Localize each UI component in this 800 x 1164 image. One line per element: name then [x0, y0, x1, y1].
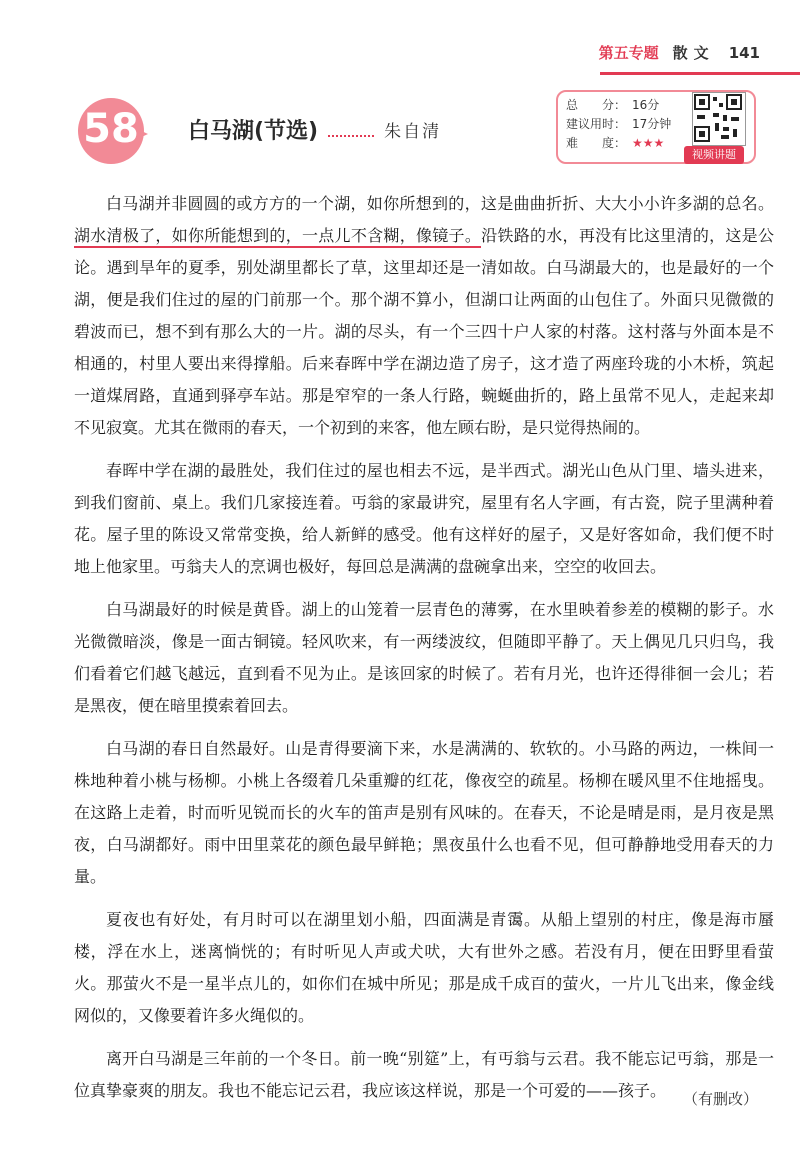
paragraph-1-text: 白马湖并非圆圆的或方方的一个湖，如你所想到的，这是曲曲折折、大大小小许多湖的总名。: [106, 194, 774, 213]
header-rule: [600, 72, 800, 75]
section-label: 散文: [672, 44, 715, 62]
paragraph-4: 白马湖的春日自然最好。山是青得要滴下来，水是满满的、软软的。小马路的两边，一株间一株地种着小桃与杨柳。小桃上各缀着几朵重瓣的红花，像夜空的疏星。杨柳在暖风里不住地摇曳。在这路上走着，时而听见锐而长的火车的笛声是别有风味的。在春天，不论是晴是雨，是月夜是黑夜，白马湖都好。雨中田里菜花的颜色最早鲜艳；黑夜虽什么也看不见，但可静静地受用春天的力量。: [74, 739, 774, 886]
score-label: 总 分：: [566, 98, 627, 112]
score-value: 16分: [632, 98, 660, 112]
title-line: [188, 114, 441, 145]
time-label: 建议用时：: [566, 117, 627, 131]
video-explain-button[interactable]: 视频讲题: [684, 146, 744, 164]
article-number: 58: [83, 106, 139, 152]
article-body: [74, 188, 774, 1118]
time-row: [566, 115, 671, 134]
paragraph-3: 白马湖最好的时候是黄昏。湖上的山笼着一层青色的薄雾，在水里映着参差的模糊的影子。水光微微暗淡，像是一面古铜镜。轻风吹来，有一两缕波纹，但随即平静了。天上偶见几只归鸟，我们看着它们越飞越远，直到看不见为止。是该回家的时候了。若有月光，也许还得徘徊一会儿；若是黑夜，便在暗里摸索着回去。: [74, 600, 774, 715]
difficulty-stars: ★★★: [632, 136, 665, 150]
title-dotted-leader: [328, 123, 374, 137]
time-value: 17分钟: [632, 117, 672, 131]
difficulty-label: 难 度：: [566, 136, 627, 150]
paragraph-1: [74, 188, 774, 444]
article-title: 白马湖(节选): [188, 119, 319, 144]
article-number-badge: [78, 98, 174, 164]
paragraph-2: 春晖中学在湖的最胜处，我们住过的屋也相去不远，是半西式。湖光山色从门里、墙头进来，到我们窗前、桌上。我们几家接连着。丏翁的家最讲究，屋里有名人字画，有古瓷，院子里满种着花。屋子里的陈设又常常变换，给人新鲜的感受。他有这样好的屋子，又是好客如命，我们便不时地上他家里。丏翁夫人的烹调也极好，每回总是满满的盘碗拿出来，空空的收回去。: [74, 461, 774, 576]
page-number: 141: [728, 44, 760, 62]
exercise-info-box: [556, 90, 766, 170]
page-header: [599, 42, 760, 63]
paragraph-1-text-cont: 沿铁路的水，再没有比这里清的，这是公论。遇到旱年的夏季，别处湖里都长了草，这里却还是一清如故。白马湖最大的，也是最好的一个湖，便是我们住过的屋的门前那一个。那个湖不算小，但湖口让两面的山包住了。外面只见微微的碧波而已，想不到有那么大的一片。湖的尽头，有一个三四十户人家的村落。这村落与外面本是不相通的，村里人要出来得撑船。后来春晖中学在湖边造了房子，这才造了两座玲珑的小木桥，筑起一道煤屑路，直通到驿亭车站。那是窄窄的一条人行路，蜿蜒曲折的，路上虽常不见人，走起来却不见寂寞。尤其在微雨的春天，一个初到的来客，他左顾右盼，是只觉得热闹的。: [74, 226, 774, 437]
underlined-sentence: 湖水清极了，如你所能想到的，一点儿不含糊，像镜子。: [74, 226, 481, 248]
difficulty-row: [566, 134, 671, 153]
score-row: [566, 96, 671, 115]
qr-code-icon[interactable]: [692, 92, 746, 146]
article-author: 朱自清: [384, 122, 442, 142]
paragraph-6: 离开白马湖是三年前的一个冬日。前一晚“别筵”上，有丏翁与云君。我不能忘记丏翁，那是一位真挚豪爽的朋友。我也不能忘记云君，我应该这样说，那是一个可爱的——孩子。: [74, 1049, 774, 1100]
paragraph-5: 夏夜也有好处，有月时可以在湖里划小船，四面满是青霭。从船上望别的村庄，像是海市蜃楼，浮在水上，迷离惝恍的；有时听见人声或犬吠，大有世外之感。若没有月，便在田野里看萤火。那萤火不是一星半点儿的，如你们在城中所见；那是成千成百的萤火，一片儿飞出来，像金线网似的，又像要着许多火绳似的。: [74, 910, 774, 1025]
info-rows: [566, 96, 671, 153]
topic-label: 第五专题: [598, 44, 659, 62]
abridged-note: （有删改）: [682, 1090, 758, 1108]
